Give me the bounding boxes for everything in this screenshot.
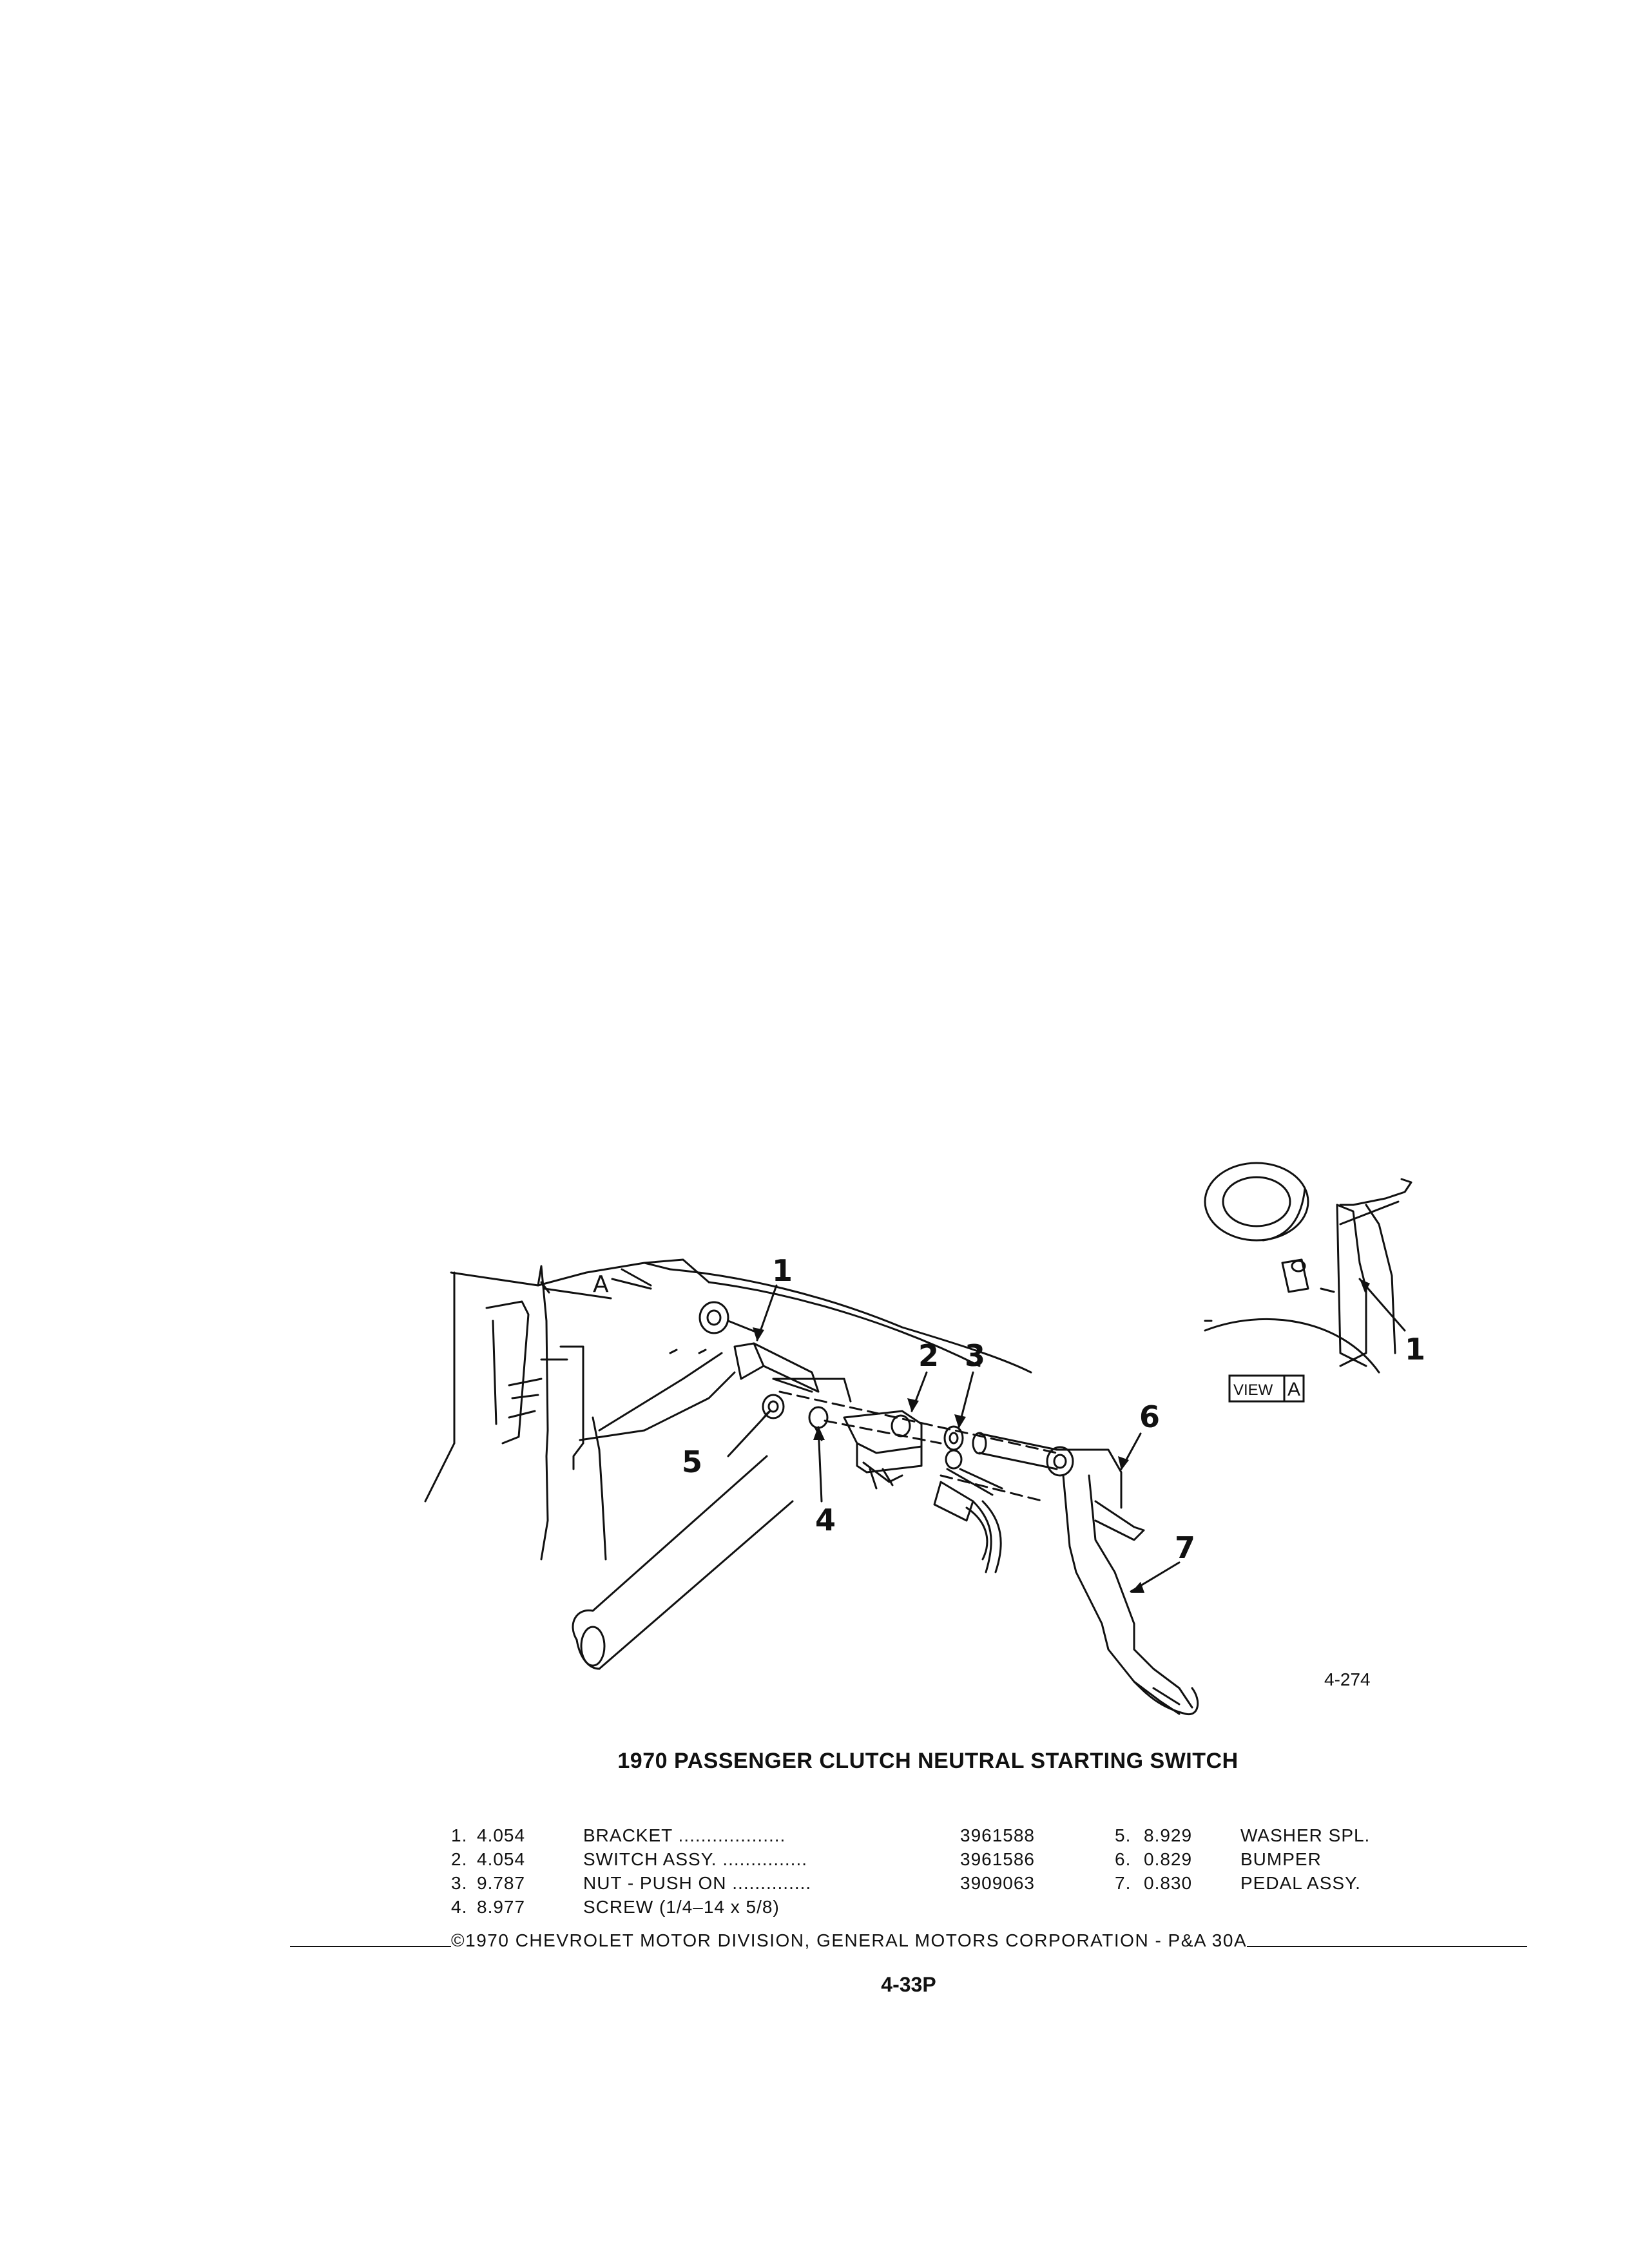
- item-number: 1.: [451, 1825, 468, 1845]
- list-item: [451, 1847, 1089, 1871]
- figure-number: 4-274: [1324, 1669, 1371, 1689]
- callout-4: 4: [815, 1503, 836, 1537]
- detail-callout-1: 1: [1405, 1332, 1426, 1367]
- list-item: [1115, 1871, 1421, 1895]
- item-description: BUMPER: [1240, 1849, 1322, 1869]
- dash-panel-drawing: [425, 1263, 735, 1559]
- clutch-rod-drawing: [573, 1456, 793, 1669]
- view-label-word: VIEW: [1233, 1381, 1273, 1399]
- callout-arrowheads: [753, 1279, 1370, 1593]
- item-description: BRACKET ...................: [583, 1825, 786, 1845]
- parts-list-right: [1115, 1823, 1421, 1895]
- item-description: NUT - PUSH ON ..............: [583, 1873, 812, 1893]
- item-number: 4.: [451, 1897, 468, 1917]
- list-item: [451, 1895, 1089, 1919]
- fasteners-drawing: [670, 1350, 1002, 1559]
- part-number: 3909063: [960, 1873, 1036, 1893]
- callout-2: 2: [918, 1338, 940, 1373]
- view-ref-letter: A: [593, 1271, 609, 1298]
- item-description: WASHER SPL.: [1240, 1825, 1371, 1845]
- copyright-text: ©1970 CHEVROLET MOTOR DIVISION, GENERAL MOTORS CORPORATION - P&A 30A: [451, 1930, 1248, 1950]
- view-label-letter: A: [1287, 1379, 1301, 1400]
- item-number: 2.: [451, 1849, 468, 1869]
- page-title: 1970 PASSENGER CLUTCH NEUTRAL STARTING SWITCH: [617, 1749, 1239, 1773]
- item-number: 3.: [451, 1873, 468, 1893]
- pedal-drawing: [1063, 1475, 1198, 1715]
- item-code: 9.787: [477, 1873, 526, 1893]
- list-item: [451, 1823, 1089, 1847]
- part-number: 3961586: [960, 1849, 1036, 1869]
- divider: [1247, 1946, 1527, 1947]
- part-number: 3961588: [960, 1825, 1036, 1845]
- detail-view-a-drawing: [1205, 1163, 1411, 1372]
- list-item: [451, 1871, 1089, 1895]
- item-description: SWITCH ASSY. ...............: [583, 1849, 808, 1869]
- item-number: 6.: [1115, 1849, 1132, 1869]
- bumper-drawing: [1057, 1450, 1144, 1540]
- bracket-drawing: [735, 1343, 818, 1392]
- switch-assembly-drawing: [844, 1411, 921, 1488]
- item-description: PEDAL ASSY.: [1240, 1873, 1361, 1893]
- item-number: 5.: [1115, 1825, 1132, 1845]
- callout-1: 1: [772, 1253, 793, 1288]
- item-code: 0.829: [1144, 1849, 1193, 1869]
- part-number: [960, 1895, 1089, 1919]
- page-number: 4-33P: [881, 1973, 936, 1996]
- copyright-line: [290, 1930, 1527, 1951]
- list-item: [1115, 1823, 1421, 1847]
- item-number: 7.: [1115, 1873, 1132, 1893]
- callout-3: 3: [965, 1338, 986, 1373]
- callout-5: 5: [682, 1445, 703, 1479]
- item-code: 8.929: [1144, 1825, 1193, 1845]
- callout-6: 6: [1139, 1399, 1161, 1434]
- callout-7: 7: [1175, 1530, 1196, 1565]
- view-a-label: [1229, 1376, 1304, 1401]
- item-code: 4.054: [477, 1849, 526, 1869]
- divider: [290, 1946, 451, 1947]
- item-code: 0.830: [1144, 1873, 1193, 1893]
- item-code: 8.977: [477, 1897, 526, 1917]
- item-code: 4.054: [477, 1825, 526, 1845]
- parts-list-left: [451, 1823, 1089, 1919]
- item-description: SCREW (1/4–14 x 5/8): [583, 1897, 780, 1917]
- list-item: [1115, 1847, 1421, 1871]
